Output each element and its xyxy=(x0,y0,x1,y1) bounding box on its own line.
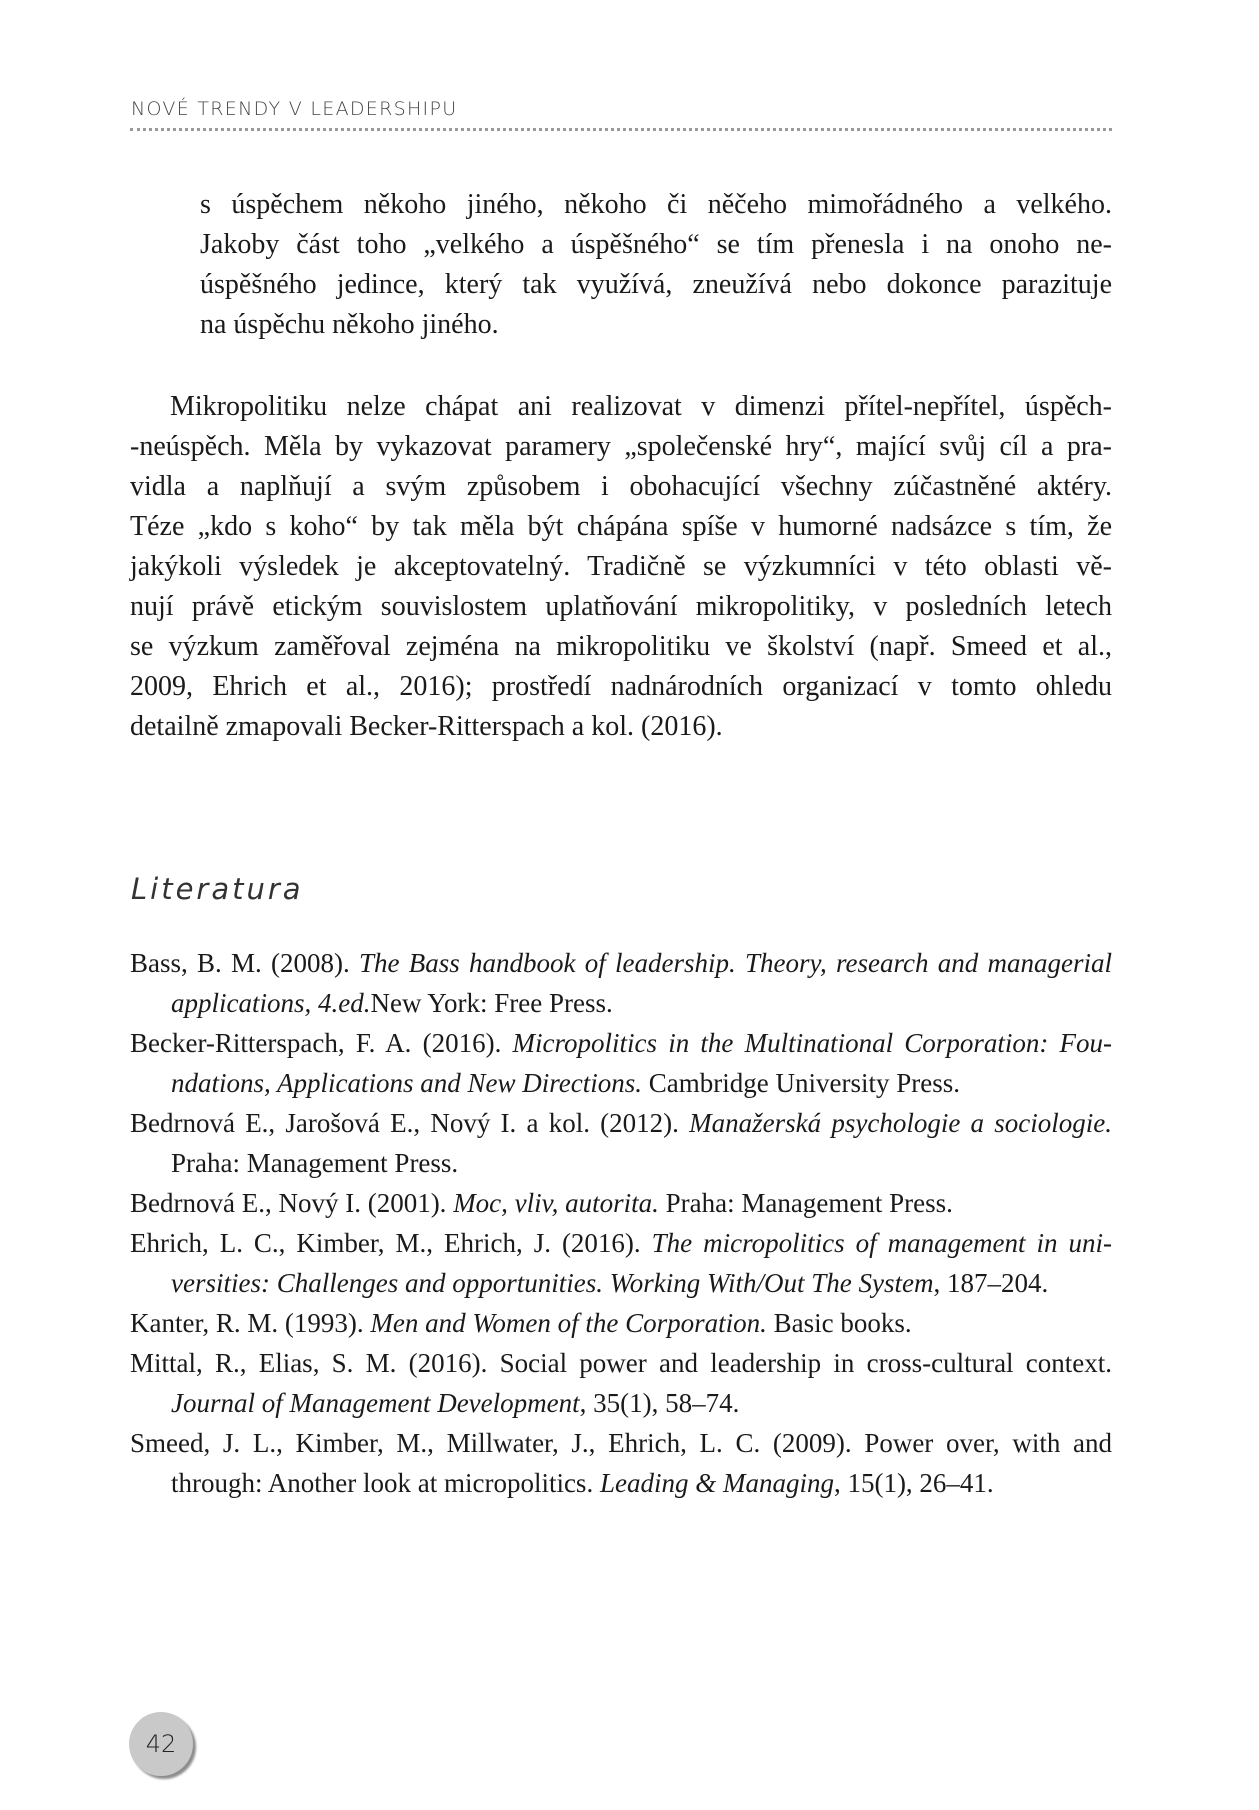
reference-entry xyxy=(130,1223,1112,1303)
reference-title: Journal of Management Development xyxy=(171,1388,580,1418)
reference-text: Kanter, R. M. (1993). xyxy=(130,1308,371,1338)
reference-title: The micropolitics of management in uni- xyxy=(651,1228,1112,1258)
reference-entry xyxy=(130,1343,1112,1423)
quote-continuation xyxy=(200,185,1112,345)
header-divider xyxy=(130,128,1112,131)
reference-title: Moc, vliv, autorita. xyxy=(453,1188,659,1218)
reference-text: Cambridge University Press. xyxy=(642,1068,960,1098)
reference-entry xyxy=(130,1023,1112,1103)
reference-title: applications, 4.ed. xyxy=(171,988,371,1018)
reference-title: ndations, Applications and New Directions. xyxy=(171,1068,642,1098)
text-line: 2009, Ehrich et al., 2016); prostředí nadnárodních organizací v tomto ohledu xyxy=(130,671,1112,702)
text-line: Téze „kdo s koho“ by tak měla být chápána spíše v humorné nadsázce s tím, že xyxy=(130,511,1112,542)
text-line xyxy=(130,1303,1112,1343)
text-line: vidla a naplňují a svým způsobem i obohacující všechny zúčastněné aktéry. xyxy=(130,471,1112,502)
text-line xyxy=(130,1343,1112,1383)
text-line: na úspěchu někoho jiného. xyxy=(200,309,499,340)
reference-text: Smeed, J. L., Kimber, M., Millwater, J., Ehrich, L. C. (2009). Power over, with and xyxy=(130,1428,1112,1458)
reference-text: Ehrich, L. C., Kimber, M., Ehrich, J. (2016). xyxy=(130,1228,652,1258)
reference-text: , 15(1), 26–41. xyxy=(833,1468,994,1498)
reference-text: New York: Free Press. xyxy=(370,988,613,1018)
reference-title: Micropolitics in the Multinational Corporation: Fou- xyxy=(512,1028,1113,1058)
text-line xyxy=(130,1143,1112,1183)
text-line: -neúspěch. Měla by vykazovat paramery „společenské hry“, mající svůj cíl a pra- xyxy=(130,431,1112,462)
reference-entry xyxy=(130,1183,1112,1223)
reference-entry xyxy=(130,943,1112,1023)
text-line xyxy=(130,1263,1112,1303)
literature-heading: Literatura xyxy=(131,872,304,906)
reference-list xyxy=(130,943,1112,1503)
body-paragraph xyxy=(130,387,1112,747)
running-header: NOVÉ TRENDY V LEADERSHIPU xyxy=(131,98,458,120)
text-line: úspěšného jedince, který tak využívá, zneužívá nebo dokonce parazituje xyxy=(200,269,1112,300)
reference-title: The Bass handbook of leadership. Theory, research and managerial xyxy=(359,948,1112,978)
reference-entry xyxy=(130,1303,1112,1343)
reference-text: Basic books. xyxy=(766,1308,912,1338)
text-line xyxy=(130,1183,1112,1223)
text-line xyxy=(130,1063,1112,1103)
reference-text: Praha: Management Press. xyxy=(171,1148,459,1178)
reference-text: Praha: Management Press. xyxy=(658,1188,953,1218)
reference-title: Men and Women of the Corporation. xyxy=(370,1308,767,1338)
reference-entry xyxy=(130,1103,1112,1183)
text-line xyxy=(130,1463,1112,1503)
reference-text: Bedrnová E., Nový I. (2001). xyxy=(130,1188,454,1218)
page-number: 42 xyxy=(129,1712,193,1776)
text-line: se výzkum zaměřoval zejména na mikropolitiku ve školství (např. Smeed et al., xyxy=(130,631,1112,662)
reference-text: through: Another look at micropolitics. xyxy=(171,1468,600,1498)
text-line: detailně zmapovali Becker-Ritterspach a kol. (2016). xyxy=(130,711,723,742)
text-line xyxy=(130,1383,1112,1423)
reference-text: Becker-Ritterspach, F. A. (2016). xyxy=(130,1028,513,1058)
text-line: nují právě etickým souvislostem uplatňování mikropolitiky, v posledních letech xyxy=(130,591,1112,622)
reference-text: , 187–204. xyxy=(933,1268,1049,1298)
reference-text: Bass, B. M. (2008). xyxy=(130,948,360,978)
reference-text: Mittal, R., Elias, S. M. (2016). Social power and leadership in cross-cultural context. xyxy=(130,1348,1112,1378)
reference-title: versities: Challenges and opportunities. Working With/Out The System xyxy=(171,1268,934,1298)
text-line xyxy=(130,1423,1112,1463)
reference-entry xyxy=(130,1423,1112,1503)
text-line: Mikropolitiku nelze chápat ani realizovat v dimenzi přítel-nepřítel, úspěch- xyxy=(170,391,1112,422)
text-line: s úspěchem někoho jiného, někoho či něčeho mimořádného a velkého. xyxy=(200,189,1112,220)
text-line xyxy=(130,983,1112,1023)
text-line xyxy=(130,1103,1112,1143)
reference-title: Leading & Managing xyxy=(599,1468,834,1498)
reference-title: Manažerská psychologie a sociologie. xyxy=(689,1108,1112,1138)
text-line xyxy=(130,1023,1112,1063)
text-line xyxy=(130,1223,1112,1263)
text-line: jakýkoli výsledek je akceptovatelný. Tradičně se výzkumníci v této oblasti vě- xyxy=(130,551,1112,582)
text-line xyxy=(130,943,1112,983)
text-line: Jakoby část toho „velkého a úspěšného“ se tím přenesla i na onoho ne- xyxy=(200,229,1112,260)
reference-text: , 35(1), 58–74. xyxy=(579,1388,740,1418)
reference-text: Bedrnová E., Jarošová E., Nový I. a kol. (2012). xyxy=(130,1108,690,1138)
